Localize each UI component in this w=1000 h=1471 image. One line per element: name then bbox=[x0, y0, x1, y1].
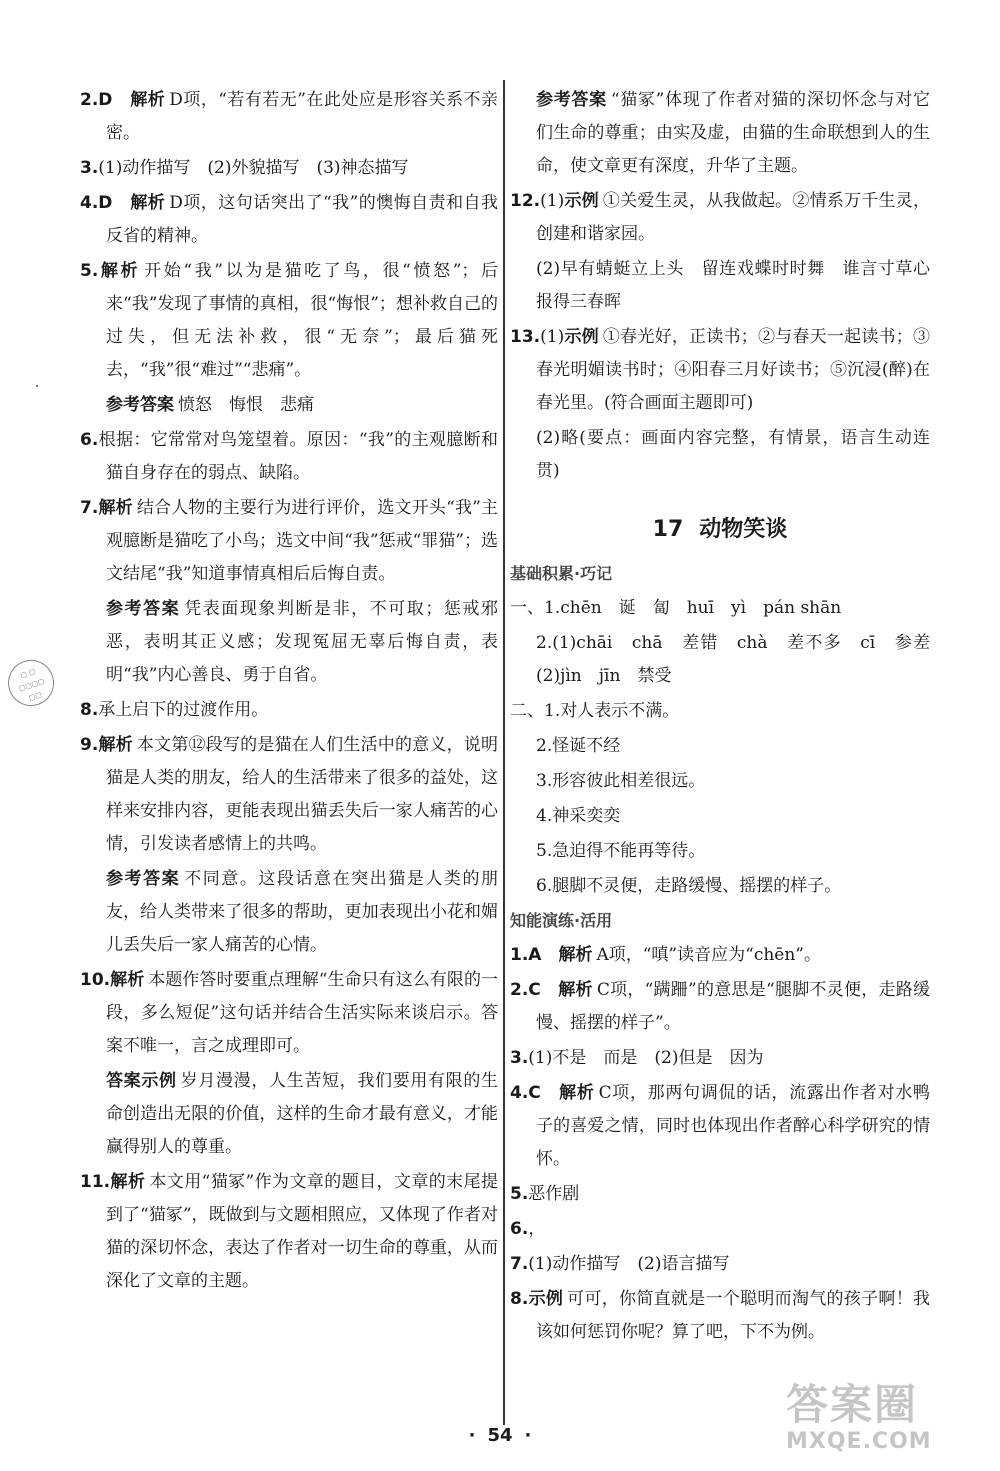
answer-text: 本文第⑫段写的是猫在人们生活中的意义，说明猫是人类的朋友，给人的生活带来了很多的益处，这样来安排内容，更能表现出猫丢失后一家人痛苦的心情，引发读者感情上的共鸣。 bbox=[106, 735, 499, 854]
scan-mark bbox=[36, 385, 38, 387]
answer-item bbox=[510, 939, 930, 972]
item-number: 2. bbox=[80, 90, 99, 110]
item-number: 7. bbox=[80, 498, 99, 518]
item-number: 7. bbox=[510, 1254, 529, 1274]
answer-choice: D bbox=[98, 90, 113, 110]
label-analysis: 解析 bbox=[559, 1083, 595, 1103]
answer-text: 开始“我”以为是猫吃了鸟，很“愤怒”；后来“我”发现了事情的真相，很“悔恨”；想补救自己的过失，但无法补救，很“无奈”；最后猫死去，“我”很“难过”“悲痛”。 bbox=[106, 261, 499, 380]
answer-text: 凭表面现象判断是非，不可取；惩戒邪恶，表明其正义感；发现冤屈无辜后悔自责，表明“我”内心善良、勇于自省。 bbox=[106, 599, 499, 685]
section-title bbox=[510, 510, 930, 550]
item-number: 8. bbox=[80, 700, 99, 720]
label-example: 示例 bbox=[564, 191, 599, 211]
answer-item bbox=[510, 627, 947, 693]
answer-item bbox=[80, 492, 498, 591]
sub-number: (1) bbox=[540, 327, 565, 347]
answer-text: D项，这句话突出了“我”的懊悔自责和自我反省的精神。 bbox=[106, 193, 499, 246]
item-number: 12. bbox=[510, 191, 541, 211]
answer-text: ①春光好，正读书；②与春天一起读书；③春光明媚读书时；④阳春三月好读书；⑤沉浸(醉)在春光里。(符合画面主题即可) bbox=[536, 327, 931, 413]
answer-item bbox=[80, 729, 498, 861]
answer-item bbox=[510, 1283, 930, 1349]
label-analysis: 解析 bbox=[110, 1172, 146, 1192]
answer-text: 不同意。这段话意在突出猫是人类的朋友，给人类带来了很多的帮助，更加表现出小花和媚儿丢失后一家人痛苦的心情。 bbox=[106, 869, 499, 955]
label-analysis: 解析 bbox=[558, 980, 593, 1000]
answer-text: 愤怒 悔恨 悲痛 bbox=[178, 395, 314, 415]
answer-item bbox=[510, 835, 930, 868]
answer-text: C项，那两句调侃的话，流露出作者对水鸭子的喜爱之情，同时也体现出作者醉心科学研究的情怀。 bbox=[536, 1083, 931, 1169]
right-column bbox=[510, 84, 947, 1351]
answer-subitem bbox=[510, 422, 930, 488]
answer-text: ， bbox=[528, 1219, 546, 1239]
answer-text: 5.急迫得不能再等待。 bbox=[536, 841, 706, 861]
section-name: 动物笑谈 bbox=[699, 517, 788, 542]
answer-text: 3.形容彼此相差很远。 bbox=[536, 771, 706, 791]
item-number: 6. bbox=[510, 1219, 529, 1239]
answer-item bbox=[510, 1213, 930, 1246]
item-number: 8. bbox=[510, 1289, 529, 1309]
item-number: 11. bbox=[80, 1172, 111, 1192]
label-analysis: 解析 bbox=[130, 193, 166, 213]
answer-text: (2)早有蜻蜓立上头 留连戏蝶时时舞 谁言寸草心 报得三春晖 bbox=[536, 259, 947, 312]
item-number: 10. bbox=[80, 970, 111, 990]
label-example: 答案示例 bbox=[106, 1071, 177, 1091]
left-column bbox=[80, 84, 498, 1300]
answer-text: A项，“嗔”读音应为“chēn”。 bbox=[596, 945, 821, 965]
answer-text: C项，“蹒跚”的意思是“腿脚不灵便，走路缓慢、摇摆的样子”。 bbox=[536, 980, 930, 1033]
section-number: 17 bbox=[652, 517, 684, 542]
answer-text: 2.怪诞不经 bbox=[536, 736, 621, 756]
label-reference: 参考答案 bbox=[106, 395, 174, 415]
label-analysis: 解析 bbox=[98, 735, 133, 755]
answer-item bbox=[510, 321, 930, 420]
answer-text: “猫冢”体现了作者对猫的深切怀念与对它们生命的尊重；由实及虚，由猫的生命联想到人的生命，使文章更有深度，升华了主题。 bbox=[536, 90, 930, 176]
answer-item bbox=[80, 964, 498, 1063]
answer-item bbox=[80, 152, 498, 185]
dot-left: · bbox=[468, 1425, 476, 1446]
stamp-mark: ▢ ▢ ▢▢▢▢ ▢▢ bbox=[2, 654, 60, 712]
answer-choice: C bbox=[528, 980, 541, 1000]
answer-text: 承上启下的过渡作用。 bbox=[98, 700, 269, 720]
label-analysis: 解析 bbox=[110, 970, 145, 990]
answer-text: (1)动作描写 (2)语言描写 bbox=[528, 1254, 730, 1274]
answer-text: 结合人物的主要行为进行评价，选文开头“我”主观臆断是猫吃了小鸟；选文中间“我”惩戒“罪猫”；选文结尾“我”知道事情真相后后悔自责。 bbox=[106, 498, 498, 584]
subheading: 知能演练·活用 bbox=[510, 911, 613, 930]
reference-answer bbox=[80, 863, 498, 962]
answer-item bbox=[510, 870, 930, 903]
answer-text: (1)不是 而是 (2)但是 因为 bbox=[528, 1048, 764, 1068]
label-example: 示例 bbox=[528, 1289, 564, 1309]
answer-text: 二、1.对人表示不满。 bbox=[510, 701, 680, 721]
item-number: 3. bbox=[510, 1048, 529, 1068]
item-number: 4. bbox=[510, 1083, 529, 1103]
label-reference: 参考答案 bbox=[536, 90, 607, 110]
answer-item bbox=[510, 800, 930, 833]
label-analysis: 解析 bbox=[98, 261, 141, 281]
answer-item bbox=[510, 1178, 930, 1211]
answer-item bbox=[80, 187, 498, 253]
answer-item bbox=[510, 1248, 930, 1281]
answer-text: 2.(1)chāi chā 差错 chà 差不多 cī 参差 (2)jìn jīn 禁受 bbox=[536, 633, 947, 686]
label-analysis: 解析 bbox=[98, 498, 133, 518]
answer-item bbox=[510, 1077, 930, 1176]
sub-number: (1) bbox=[540, 191, 565, 211]
answer-choice: C bbox=[528, 1083, 541, 1103]
reference-answer bbox=[510, 84, 930, 183]
item-number: 6. bbox=[80, 430, 99, 450]
label-analysis: 解析 bbox=[130, 90, 166, 110]
item-number: 5. bbox=[80, 261, 99, 281]
watermark-title: 答案圈 bbox=[786, 1380, 919, 1429]
answer-text: (1)动作描写 (2)外貌描写 (3)神态描写 bbox=[98, 158, 409, 178]
answer-choice: A bbox=[528, 945, 542, 965]
answer-item bbox=[510, 592, 930, 625]
answer-text: 一、1.chēn 诞 匐 huī yì pán shān bbox=[510, 598, 842, 618]
answer-text: 可可，你简直就是一个聪明而淘气的孩子啊！我该如何惩罚你呢？算了吧，下不为例。 bbox=[536, 1289, 930, 1342]
answer-text: 4.神采奕奕 bbox=[536, 806, 621, 826]
answer-item bbox=[80, 694, 498, 727]
item-number: 4. bbox=[80, 193, 99, 213]
answer-item bbox=[510, 185, 930, 251]
answer-item bbox=[80, 1166, 498, 1298]
item-number: 3. bbox=[80, 158, 99, 178]
answer-item bbox=[510, 974, 930, 1040]
item-number: 5. bbox=[510, 1184, 529, 1204]
item-number: 9. bbox=[80, 735, 99, 755]
label-reference: 参考答案 bbox=[106, 599, 181, 619]
answer-item bbox=[510, 1042, 930, 1075]
dot-right: · bbox=[524, 1425, 532, 1446]
answer-choice: D bbox=[98, 193, 113, 213]
answer-text: 恶作剧 bbox=[528, 1184, 580, 1204]
watermark-url: MXQE.COM bbox=[786, 1429, 932, 1454]
subheading: 基础积累·巧记 bbox=[510, 564, 613, 583]
answer-item bbox=[510, 695, 930, 728]
item-number: 1. bbox=[510, 945, 529, 965]
answer-text: 根据：它常常对鸟笼望着。原因：“我”的主观臆断和猫自身存在的弱点、缺陷。 bbox=[98, 430, 498, 483]
column-divider bbox=[503, 80, 505, 1425]
answer-item bbox=[80, 255, 498, 387]
answer-text: 本题作答时要重点理解“生命只有这么有限的一段，多么短促”这句话并结合生活实际来谈启示。答案不唯一，言之成理即可。 bbox=[106, 970, 498, 1056]
watermark-logo bbox=[786, 1381, 976, 1461]
answer-item bbox=[510, 765, 930, 798]
label-analysis: 解析 bbox=[558, 945, 593, 965]
answer-text: 岁月漫漫，人生苦短，我们要用有限的生命创造出无限的价值，这样的生命才最有意义，才能赢得别人的尊重。 bbox=[106, 1071, 499, 1157]
label-reference: 参考答案 bbox=[106, 869, 181, 889]
answer-text: 本文用“猫冢”作为文章的题目，文章的末尾提到了“猫冢”，既做到与文题相照应，又体现了作者对猫的深切怀念，表达了作者对一切生命的尊重，从而深化了文章的主题。 bbox=[106, 1172, 499, 1291]
answer-subitem bbox=[510, 253, 947, 319]
item-number: 2. bbox=[510, 980, 529, 1000]
answer-text: ①关爱生灵，从我做起。②情系万千生灵，创建和谐家园。 bbox=[536, 191, 931, 244]
reference-answer bbox=[80, 1065, 498, 1164]
page-number-value: 54 bbox=[487, 1425, 513, 1446]
answer-text: D项，“若有若无”在此处应是形容关系不亲密。 bbox=[106, 90, 499, 143]
label-example: 示例 bbox=[564, 327, 599, 347]
answer-item bbox=[80, 84, 498, 150]
answer-item bbox=[510, 730, 930, 763]
answer-text: 6.腿脚不灵便，走路缓慢、摇摆的样子。 bbox=[536, 876, 842, 896]
reference-answer bbox=[80, 389, 498, 422]
answer-item bbox=[80, 424, 498, 490]
answer-text: (2)略(要点：画面内容完整，有情景，语言生动连贯) bbox=[536, 428, 930, 481]
reference-answer bbox=[80, 593, 498, 692]
item-number: 13. bbox=[510, 327, 541, 347]
